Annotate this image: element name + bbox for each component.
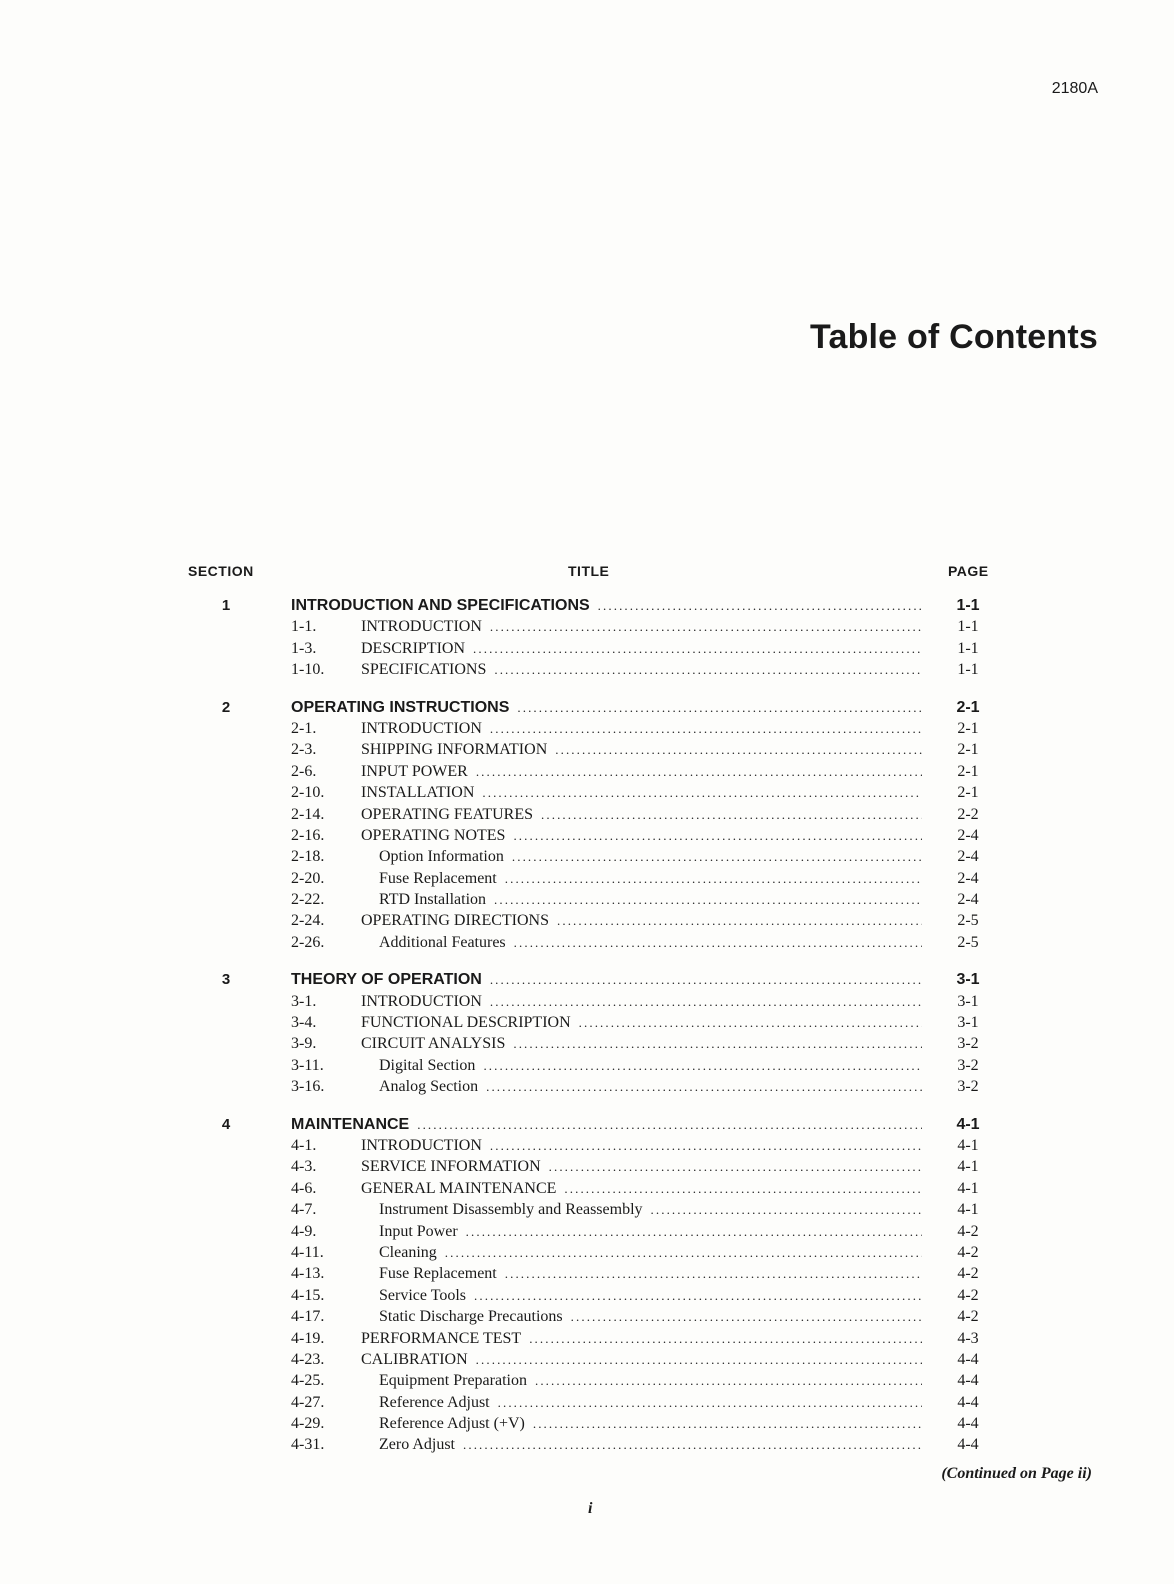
dot-leader: [490, 619, 922, 635]
entry-title-leader: [379, 1265, 922, 1283]
toc-entry[interactable]: [0, 869, 1174, 890]
entry-title-leader: [361, 827, 922, 845]
entry-number: 2-20.: [291, 869, 325, 887]
entry-title: Service Tools: [379, 1286, 467, 1304]
entry-number: 2-3.: [291, 741, 317, 759]
dot-leader: [445, 1245, 922, 1261]
toc-entry[interactable]: [0, 762, 1174, 783]
section-title-leader: [291, 971, 922, 989]
entry-page: 4-4: [957, 1415, 979, 1433]
toc-entry[interactable]: [0, 805, 1174, 826]
entry-title: Reference Adjust: [379, 1393, 490, 1411]
toc-entry[interactable]: [0, 1222, 1174, 1243]
section-title-leader: [291, 699, 922, 717]
entry-page: 1-1: [957, 661, 979, 679]
toc-entry[interactable]: [0, 783, 1174, 804]
dot-leader: [466, 1224, 922, 1240]
entry-page: 4-2: [957, 1286, 979, 1304]
entry-title-leader: [379, 1201, 922, 1219]
entry-title: CALIBRATION: [361, 1350, 468, 1368]
entry-title: Zero Adjust: [379, 1436, 455, 1454]
entry-page: 4-1: [957, 1158, 979, 1176]
toc-entry[interactable]: [0, 1243, 1174, 1264]
toc-entry[interactable]: [0, 617, 1174, 638]
section-title: MAINTENANCE: [291, 1115, 410, 1133]
dot-leader: [512, 849, 922, 865]
entry-title-leader: [379, 870, 922, 888]
entry-title-leader: [361, 1158, 922, 1176]
dot-leader: [483, 1058, 922, 1074]
entry-number: 4-17.: [291, 1308, 325, 1326]
dot-leader: [490, 972, 922, 988]
entry-number: 4-7.: [291, 1201, 317, 1219]
section-page: 2-1: [956, 698, 980, 716]
column-header-title: TITLE: [568, 563, 610, 579]
entry-title: INTRODUCTION: [361, 1136, 482, 1154]
entry-number: 4-9.: [291, 1222, 317, 1240]
page-folio: i: [588, 1500, 593, 1517]
entry-page: 1-1: [957, 618, 979, 636]
toc-section-heading[interactable]: [0, 698, 1174, 719]
dot-leader: [490, 1138, 922, 1154]
toc-entry[interactable]: [0, 1200, 1174, 1221]
entry-number: 4-3.: [291, 1158, 317, 1176]
entry-number: 4-1.: [291, 1136, 317, 1154]
model-number: 2180A: [1051, 80, 1098, 97]
toc-entry[interactable]: [0, 1136, 1174, 1157]
entry-page: 4-4: [957, 1372, 979, 1390]
dot-leader: [529, 1331, 922, 1347]
entry-number: 4-27.: [291, 1393, 325, 1411]
entry-title: PERFORMANCE TEST: [361, 1329, 522, 1347]
dot-leader: [482, 785, 922, 801]
toc-entry[interactable]: [0, 1179, 1174, 1200]
toc-entry[interactable]: [0, 1157, 1174, 1178]
entry-title-leader: [361, 741, 922, 759]
dot-leader: [490, 721, 922, 737]
dot-leader: [513, 828, 922, 844]
entry-title: INTRODUCTION: [361, 992, 482, 1010]
entry-page: 4-2: [957, 1243, 979, 1261]
toc-section: [0, 1115, 1174, 1457]
entry-title-leader: [361, 618, 922, 636]
entry-number: 2-18.: [291, 848, 325, 866]
entry-title: Additional Features: [379, 933, 506, 951]
entry-title-leader: [361, 806, 922, 824]
toc-entry[interactable]: [0, 1350, 1174, 1371]
section-number: 2: [221, 698, 231, 716]
dot-leader: [476, 1352, 922, 1368]
entry-title: OPERATING DIRECTIONS: [361, 912, 549, 930]
dot-leader: [463, 1437, 922, 1453]
toc-entry[interactable]: [0, 933, 1174, 954]
entry-title: INPUT POWER: [361, 762, 468, 780]
entry-number: 1-1.: [291, 618, 317, 636]
entry-title: Analog Section: [379, 1078, 479, 1096]
entry-title: FUNCTIONAL DESCRIPTION: [361, 1014, 571, 1032]
toc-entry[interactable]: [0, 1371, 1174, 1392]
entry-title: OPERATING FEATURES: [361, 805, 534, 823]
entry-title-leader: [379, 1394, 922, 1412]
entry-number: 4-25.: [291, 1372, 325, 1390]
entry-page: 4-4: [957, 1436, 979, 1454]
entry-page: 2-1: [957, 784, 979, 802]
entry-title: Equipment Preparation: [379, 1372, 527, 1390]
dot-leader: [571, 1309, 922, 1325]
dot-leader: [533, 1416, 922, 1432]
dot-leader: [473, 641, 922, 657]
column-header-page: PAGE: [948, 563, 989, 579]
entry-number: 3-1.: [291, 992, 317, 1010]
toc-entry[interactable]: [0, 911, 1174, 932]
entry-page: 3-2: [957, 1035, 979, 1053]
entry-page: 3-2: [957, 1078, 979, 1096]
entry-page: 2-1: [957, 741, 979, 759]
entry-title: INTRODUCTION: [361, 618, 482, 636]
entry-title: Static Discharge Precautions: [379, 1308, 563, 1326]
section-number: 4: [221, 1115, 231, 1133]
entry-title: GENERAL MAINTENANCE: [361, 1179, 557, 1197]
entry-number: 4-6.: [291, 1179, 317, 1197]
dot-leader: [517, 700, 922, 716]
dot-leader: [564, 1181, 922, 1197]
entry-title-leader: [379, 1415, 922, 1433]
entry-title: Fuse Replacement: [379, 1265, 497, 1283]
entry-title: INSTALLATION: [361, 784, 475, 802]
entry-title-leader: [379, 1057, 922, 1075]
toc-section-heading[interactable]: [0, 1115, 1174, 1136]
section-title: THEORY OF OPERATION: [291, 971, 482, 989]
entry-page: 4-2: [957, 1265, 979, 1283]
entry-number: 2-1.: [291, 719, 317, 737]
dot-leader: [505, 1266, 922, 1282]
entry-title-leader: [361, 720, 922, 738]
entry-page: 2-4: [957, 848, 979, 866]
entry-page: 3-1: [957, 992, 979, 1010]
section-title-leader: [291, 1116, 922, 1134]
entry-title-leader: [379, 1287, 922, 1305]
entry-number: 2-14.: [291, 805, 325, 823]
dot-leader: [505, 871, 922, 887]
entry-page: 2-4: [957, 891, 979, 909]
entry-page: 2-5: [957, 912, 979, 930]
entry-title-leader: [379, 1372, 922, 1390]
dot-leader: [486, 1079, 922, 1095]
entry-number: 4-19.: [291, 1329, 325, 1347]
toc-entry[interactable]: [0, 639, 1174, 660]
entry-title-leader: [379, 848, 922, 866]
dot-leader: [541, 807, 922, 823]
entry-page: 4-2: [957, 1222, 979, 1240]
dot-leader: [557, 913, 922, 929]
toc-entry[interactable]: [0, 847, 1174, 868]
toc-entry[interactable]: [0, 719, 1174, 740]
toc-entry[interactable]: [0, 1034, 1174, 1055]
dot-leader: [494, 892, 922, 908]
dot-leader: [651, 1202, 922, 1218]
entry-title-leader: [361, 1035, 922, 1053]
toc-entry[interactable]: [0, 1307, 1174, 1328]
entry-title-leader: [361, 640, 922, 658]
column-header-section: SECTION: [188, 563, 254, 579]
entry-title: DESCRIPTION: [361, 639, 466, 657]
entry-page: 4-4: [957, 1350, 979, 1368]
entry-title: SERVICE INFORMATION: [361, 1158, 541, 1176]
entry-page: 1-1: [957, 639, 979, 657]
entry-title: SHIPPING INFORMATION: [361, 741, 548, 759]
section-title-leader: [291, 597, 922, 615]
entry-title-leader: [379, 1223, 922, 1241]
entry-title: OPERATING NOTES: [361, 826, 506, 844]
entry-page: 2-1: [957, 762, 979, 780]
toc-entry[interactable]: [0, 1435, 1174, 1456]
entry-title: SPECIFICATIONS: [361, 661, 487, 679]
entry-title-leader: [361, 1330, 922, 1348]
entry-number: 3-9.: [291, 1035, 317, 1053]
entry-title: Instrument Disassembly and Reassembly: [379, 1201, 643, 1219]
dot-leader: [476, 764, 922, 780]
entry-number: 2-22.: [291, 891, 325, 909]
dot-leader: [513, 1036, 922, 1052]
entry-number: 2-10.: [291, 784, 325, 802]
toc-entry[interactable]: [0, 1286, 1174, 1307]
toc-entry[interactable]: [0, 1077, 1174, 1098]
toc-entry[interactable]: [0, 660, 1174, 681]
toc-entry[interactable]: [0, 890, 1174, 911]
dot-leader: [598, 598, 922, 614]
toc-list: [0, 596, 1174, 1473]
toc-section: [0, 596, 1174, 682]
entry-title: Fuse Replacement: [379, 869, 497, 887]
entry-page: 2-5: [957, 933, 979, 951]
entry-number: 4-31.: [291, 1436, 325, 1454]
entry-page: 4-1: [957, 1179, 979, 1197]
entry-page: 3-2: [957, 1056, 979, 1074]
entry-title: Input Power: [379, 1222, 458, 1240]
entry-title-leader: [361, 763, 922, 781]
entry-title-leader: [361, 784, 922, 802]
toc-section-heading[interactable]: [0, 970, 1174, 991]
entry-title-leader: [379, 1308, 922, 1326]
entry-title-leader: [361, 912, 922, 930]
entry-page: 2-4: [957, 826, 979, 844]
page-title: Table of Contents: [810, 318, 1098, 356]
entry-title-leader: [379, 1436, 922, 1454]
entry-number: 4-29.: [291, 1415, 325, 1433]
toc-entry[interactable]: [0, 1393, 1174, 1414]
dot-leader: [494, 662, 922, 678]
entry-number: 4-13.: [291, 1265, 325, 1283]
dot-leader: [549, 1159, 922, 1175]
entry-page: 2-4: [957, 869, 979, 887]
entry-title-leader: [379, 891, 922, 909]
entry-title-leader: [361, 993, 922, 1011]
entry-number: 1-3.: [291, 639, 317, 657]
dot-leader: [474, 1288, 922, 1304]
dot-leader: [490, 994, 922, 1010]
toc-section: [0, 970, 1174, 1098]
toc-section-heading[interactable]: [0, 596, 1174, 617]
entry-number: 4-11.: [291, 1243, 324, 1261]
entry-title-leader: [379, 934, 922, 952]
toc-entry[interactable]: [0, 1414, 1174, 1435]
entry-page: 4-3: [957, 1329, 979, 1347]
dot-leader: [514, 935, 922, 951]
entry-title: RTD Installation: [379, 891, 487, 909]
entry-title-leader: [361, 1351, 922, 1369]
entry-page: 4-1: [957, 1201, 979, 1219]
section-page: 4-1: [956, 1115, 980, 1133]
entry-number: 4-15.: [291, 1286, 325, 1304]
entry-number: 3-4.: [291, 1014, 317, 1032]
section-title: INTRODUCTION AND SPECIFICATIONS: [291, 597, 590, 614]
entry-title-leader: [361, 1014, 922, 1032]
dot-leader: [555, 742, 922, 758]
section-title: OPERATING INSTRUCTIONS: [291, 698, 510, 716]
toc-entry[interactable]: [0, 1264, 1174, 1285]
entry-page: 2-2: [957, 805, 979, 823]
entry-number: 2-16.: [291, 826, 325, 844]
entry-number: 2-6.: [291, 762, 317, 780]
entry-title: Digital Section: [379, 1056, 476, 1074]
toc-section: [0, 698, 1174, 955]
entry-title: Cleaning: [379, 1243, 437, 1261]
entry-number: 1-10.: [291, 661, 325, 679]
dot-leader: [498, 1395, 922, 1411]
entry-title: INTRODUCTION: [361, 719, 482, 737]
entry-page: 4-4: [957, 1393, 979, 1411]
section-page: 3-1: [956, 971, 980, 989]
entry-title-leader: [361, 661, 922, 679]
toc-entry[interactable]: [0, 740, 1174, 761]
entry-page: 2-1: [957, 719, 979, 737]
entry-title: CIRCUIT ANALYSIS: [361, 1035, 506, 1053]
entry-number: 2-26.: [291, 933, 325, 951]
entry-page: 3-1: [957, 1014, 979, 1032]
toc-entry[interactable]: [0, 826, 1174, 847]
section-number: 3: [221, 971, 231, 989]
toc-entry[interactable]: [0, 992, 1174, 1013]
entry-number: 2-24.: [291, 912, 325, 930]
entry-page: 4-2: [957, 1308, 979, 1326]
entry-number: 3-16.: [291, 1078, 325, 1096]
toc-entry[interactable]: [0, 1013, 1174, 1034]
entry-page: 4-1: [957, 1136, 979, 1154]
entry-title-leader: [379, 1078, 922, 1096]
dot-leader: [579, 1015, 922, 1031]
entry-title-leader: [379, 1244, 922, 1262]
entry-title-leader: [361, 1137, 922, 1155]
section-page: 1-1: [956, 597, 980, 614]
entry-title: Option Information: [379, 848, 504, 866]
entry-title: Reference Adjust (+V): [379, 1415, 525, 1433]
entry-title-leader: [361, 1180, 922, 1198]
toc-entry[interactable]: [0, 1329, 1174, 1350]
entry-number: 4-23.: [291, 1350, 325, 1368]
entry-number: 3-11.: [291, 1056, 324, 1074]
dot-leader: [535, 1373, 922, 1389]
continued-note: (Continued on Page ii): [941, 1465, 1092, 1482]
dot-leader: [417, 1117, 922, 1133]
section-number: 1: [221, 597, 231, 614]
toc-entry[interactable]: [0, 1056, 1174, 1077]
